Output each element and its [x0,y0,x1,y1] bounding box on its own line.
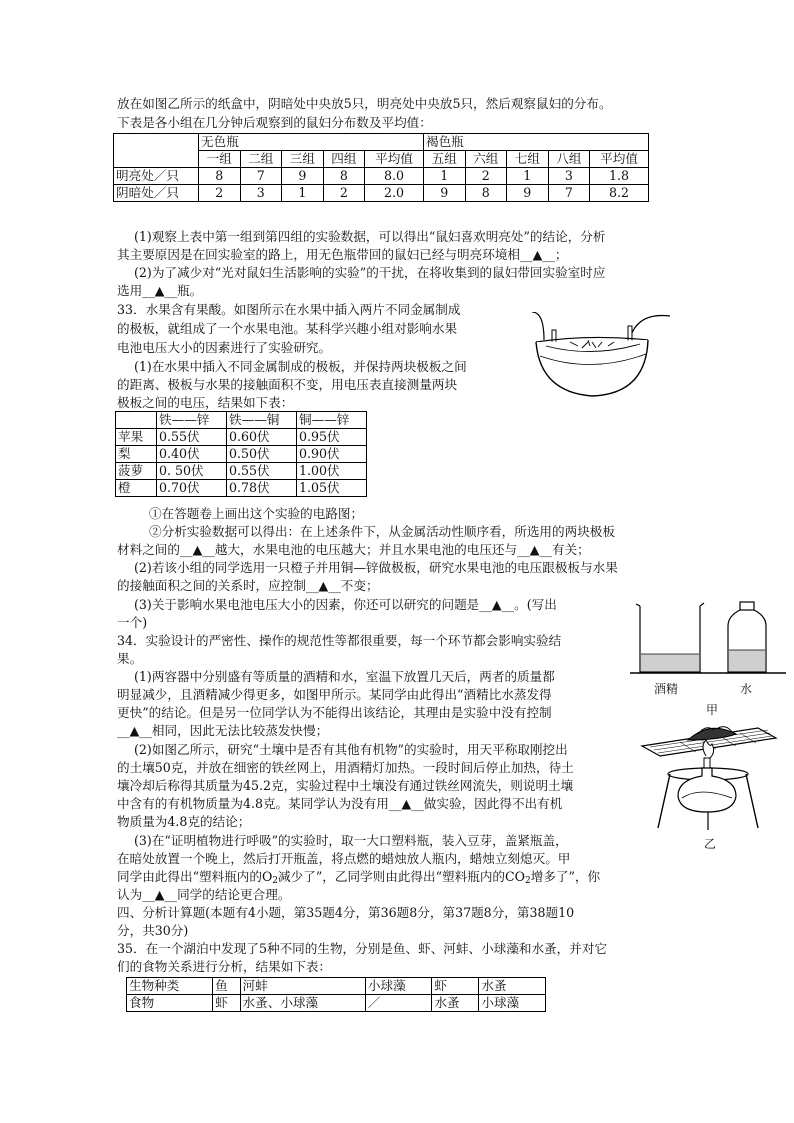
q32-line-2: 其主要原因是在回实验室的路上，用无色瓶带回的鼠妇已经与明亮环境相__▲__； [117,247,568,262]
row-label: 食物 [127,995,213,1012]
q33-line-1: 33．水果含有果酸。如图所示在水果中插入两片不同金属制成 [117,302,461,317]
col-header: 铜——锌 [297,412,367,429]
tripod-leg [658,774,670,828]
q35-line-1: 35．在一个湖泊中发现了5种不同的生物，分别是鱼、虾、河蚌、小球藻和水蚤，并对它 [117,941,608,956]
row-label: 菠萝 [116,463,157,480]
answer-blank: ▲ [532,247,543,262]
row-label: 生物种类 [127,978,213,995]
half-fruit [536,340,648,396]
row-label: 明亮处／只 [114,168,199,185]
table-cell: 8 [465,185,507,202]
answer-blank: ▲ [529,542,540,557]
label-water: 水 [740,682,753,696]
table-cell: 虾 [432,978,479,995]
col-header: 平均值 [365,151,424,168]
label-alcohol: 酒精 [654,682,679,696]
col-header: 铁——铜 [227,412,297,429]
col-header: 铁——锌 [157,412,227,429]
table-cell: 3 [548,168,590,185]
alcohol-liquid [641,654,699,671]
table-cell: 1.8 [590,168,649,185]
table-cell: 0.70伏 [157,480,227,497]
tripod-leg [746,774,758,828]
table-cell: 8 [323,168,365,185]
table-row [116,429,367,446]
col-header: 六组 [465,151,507,168]
section4-line-2: 分，共30分) [117,923,189,938]
table-cell: 2 [199,185,241,202]
voltage-table [115,411,367,497]
table-cell: 鱼 [213,978,240,995]
figure-yi [640,716,780,852]
q34-line-4: 明显减少，且酒精减少得更多，如图甲所示。某同学由此得出“酒精比水蒸发得 [117,687,552,702]
table-row [116,480,367,497]
table-cell: 8 [199,168,241,185]
table-cell: 0.90伏 [297,446,367,463]
table-cell: 水蚤、小球藻 [240,995,365,1012]
answer-blank: ▲ [154,887,165,902]
table-cell: 9 [282,168,324,185]
table-row [116,446,367,463]
q34-line-10: 中含有的有机物质量为4.8克。某同学认为没有用__▲__做实验，因此得不出有机 [117,796,563,811]
table-cell: 0.55伏 [157,429,227,446]
table-row [116,463,367,480]
q33-sub-2: (2)若该小组的同学选用一只橙子并用铜—锌做极板，研究水果电池的电压跟极板与水果 [134,560,618,575]
col-header: 一组 [199,151,241,168]
table-cell: 0.95伏 [297,429,367,446]
row-label: 橙 [116,480,157,497]
table-cell: 水蚤 [432,995,479,1012]
group-header-brown: 褐色瓶 [423,134,648,151]
q34-line-2: 果。 [117,651,143,666]
label-jia: 甲 [706,703,719,717]
q33-step-1: ①在答题卷上画出这个实验的电路图； [149,506,364,521]
col-header: 五组 [423,151,465,168]
table-cell: 0. 50伏 [157,463,227,480]
group-header-clear: 无色瓶 [199,134,424,151]
q32-line-1: (1)观察上表中第一组到第四组的实验数据，可以得出“鼠妇喜欢明亮处”的结论，分析 [134,229,606,244]
table-cell: 0.40伏 [157,446,227,463]
table-cell: 2.0 [365,185,424,202]
col-header: 七组 [507,151,549,168]
q32-line-3: (2)为了减少对“光对鼠妇生活影响的实验”的干扰，在将收集到的鼠妇带回实验室时应 [134,265,606,280]
table-cell: 2 [323,185,365,202]
table-cell: 河蚌 [240,978,365,995]
figure-jia [628,598,788,718]
col-header: 三组 [282,151,324,168]
q34-line-13: 在暗处放置一个晚上，然后打开瓶盖，将点燃的蜡烛放人瓶内，蜡烛立刻熄灭。甲 [117,851,571,866]
q34-line-14: 同学由此得出“塑料瓶内的$O_2$减少了”，乙同学则由此得出“塑料瓶内的$CO_2$增多了”，你 [117,869,601,886]
table-cell: 0.60伏 [227,429,297,446]
table-cell: 9 [507,185,549,202]
q34-line-12: (3)在“证明植物进行呼吸”的实验时，取一大口塑料瓶，装入豆芽，盖紧瓶盖， [134,833,568,848]
wire-left [532,312,544,340]
table-cell: 虾 [213,995,240,1012]
table-row [114,168,649,185]
col-header: 平均值 [590,151,649,168]
table-cell: 2 [465,168,507,185]
table-row [127,995,546,1012]
q33-sub-2b: 的接触面积之间的关系时，应控制__▲__不变； [117,578,379,593]
table-cell: 1 [282,185,324,202]
food-table [126,977,546,1012]
table-cell: 0.78伏 [227,480,297,497]
answer-blank: ▲ [491,597,502,612]
table-cell: 1 [507,168,549,185]
q34-line-9: 壤冷却后称得其质量为45.2克，实验过程中土壤没有通过铁丝网流失，则说明土壤 [117,778,574,793]
q33-line-2: 的极板，就组成了一个水果电池。某科学兴趣小组对影响水果 [117,321,458,336]
q33-step-2b: 材料之间的__▲__越大，水果电池的电压越大；并且水果电池的电压还与__▲__有关； [117,542,590,557]
table-cell: ／ [365,995,432,1012]
bottle-neck [740,602,754,610]
col-header: 八组 [548,151,590,168]
q32-line-4: 选用__▲__瓶。 [117,283,203,298]
wire-right [630,315,670,338]
q35-line-2: 们的食物关系进行分析，结果如下表： [117,959,332,974]
table-row [127,978,546,995]
label-yi: 乙 [704,837,717,851]
table-cell: 1.00伏 [297,463,367,480]
water-liquid [729,650,765,671]
table-cell: 9 [423,185,465,202]
table-row [114,185,649,202]
q34-line-3: (1)两容器中分别盛有等质量的酒精和水，室温下放置几天后，两者的质量都 [134,669,555,684]
table-cell: 7 [548,185,590,202]
intro-line-1: 放在如图乙所示的纸盒中，阴暗处中央放5只，明亮处中央放5只，然后观察鼠妇的分布。 [117,96,612,111]
table-cell: 小球藻 [365,978,432,995]
q33-sub-3b: 一个) [117,615,148,630]
q34-line-5: 更快”的结论。但是另一位同学认为不能得出该结论，其理由是实验中没有控制 [117,705,552,720]
answer-blank: ▲ [401,796,412,811]
answer-blank: ▲ [318,578,329,593]
answer-blank: ▲ [154,283,165,298]
q33-line-5: 的距离、极板与水果的接触面积不变，用电压表直接测量两块 [117,377,458,392]
section4-line-1: 四、分析计算题(本题有4小题，第35题4分，第36题8分，第37题8分，第38题10 [117,905,575,920]
lamp-wick [704,758,710,768]
row-label: 苹果 [116,429,157,446]
col-header: 二组 [240,151,282,168]
answer-blank: ▲ [192,542,203,557]
row-label: 阴暗处／只 [114,185,199,202]
q34-line-6: __▲__相同，因此无法比较蒸发快慢； [117,723,329,738]
q33-sub-3: (3)关于影响水果电池电压大小的因素，你还可以研究的问题是__▲__。(写出 [134,597,557,612]
q33-line-3: 电池电压大小的因素进行了实验研究。 [117,340,332,355]
fruit-battery-figure [530,312,680,398]
table-cell: 小球藻 [479,995,546,1012]
q34-line-15: 认为__▲__同学的结论更合理。 [117,887,291,902]
q34-line-7: (2)如图乙所示，研究“土壤中是否有其他有机物”的实验时，用天平称取刚挖出 [134,742,568,757]
table-cell: 7 [240,168,282,185]
table-cell: 0.55伏 [227,463,297,480]
table-cell: 1.05伏 [297,480,367,497]
q34-line-11: 物质量为4.8克的结论； [117,814,251,829]
alcohol-lamp [678,768,736,812]
q34-line-1: 34．实验设计的严密性、操作的规范性等都很重要，每一个环节都会影响实验结 [117,633,562,648]
table-cell: 0.50伏 [227,446,297,463]
table-cell: 8.0 [365,168,424,185]
q34-line-8: 的土壤50克，并放在细密的铁丝网上，用酒精灯加热。一段时间后停止加热，待土 [117,760,574,775]
table-cell: 水蚤 [479,978,546,995]
q33-line-4: (1)在水果中插入不同金属制成的极板，并保持两块极板之间 [134,359,467,374]
row-label: 梨 [116,446,157,463]
q33-line-6: 极板之间的电压，结果如下表： [117,395,294,410]
woodlouse-table [113,133,649,202]
answer-blank: ▲ [129,723,140,738]
table-cell: 8.2 [590,185,649,202]
table-cell: 3 [240,185,282,202]
intro-line-2: 下表是各小组在几分钟后观察到的鼠妇分布数及平均值： [117,115,432,130]
table-cell: 1 [423,168,465,185]
q33-step-2: ②分析实验数据可以得出：在上述条件下，从金属活动性顺序看，所选用的两块极板 [149,524,615,539]
col-header: 四组 [323,151,365,168]
